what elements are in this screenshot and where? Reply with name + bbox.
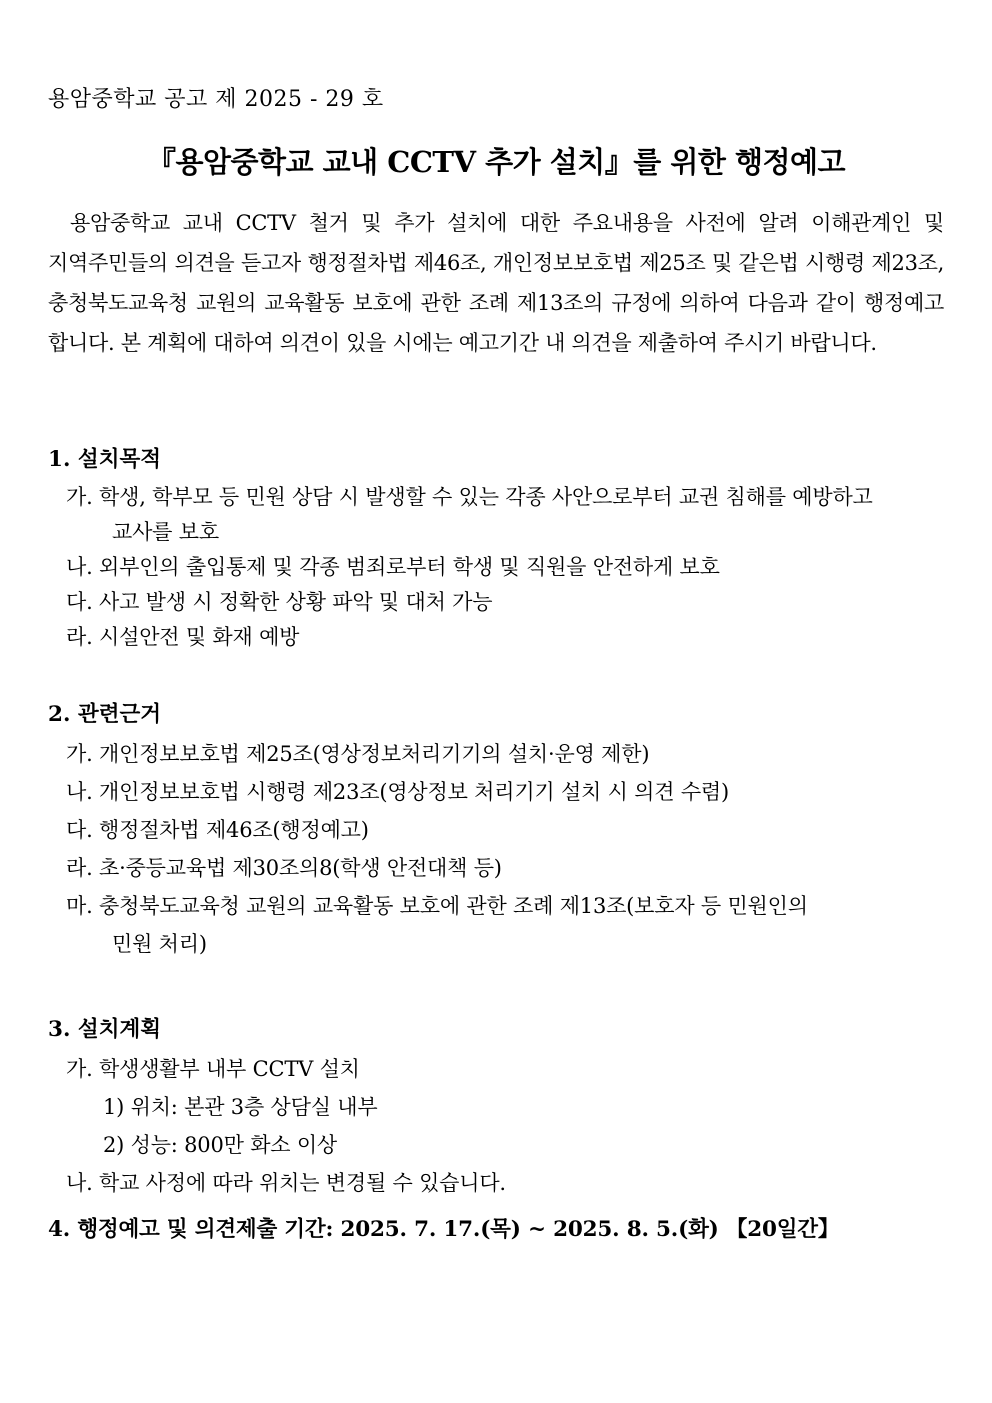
list-item: 가. 학생, 학부모 등 민원 상담 시 발생할 수 있는 각종 사안으로부터 교권 침해를 예방하고	[66, 485, 873, 509]
list-item: 나. 학교 사정에 따라 위치는 변경될 수 있습니다.	[66, 1171, 506, 1195]
list-item: 나. 외부인의 출입통제 및 각종 범죄로부터 학생 및 직원을 안전하게 보호	[66, 555, 720, 579]
section-basis	[48, 695, 948, 963]
list-item: 다. 행정절차법 제46조(행정예고)	[66, 818, 369, 842]
list-item: 라. 초·중등교육법 제30조의8(학생 안전대책 등)	[66, 856, 502, 880]
intro-paragraph: 용암중학교 교내 CCTV 철거 및 추가 설치에 대한 주요내용을 사전에 알려 이해관계인 및 지역주민들의 의견을 듣고자 행정절차법 제46조, 개인정보보호법 제25조 및 같은법 시행령 제23조, 충청북도교육청 교원의 교육활동 보호에 관한 조례 제13조의 규정에 의하여 다음과 같이 행정예고 합니다. 본 계획에 대하여 의견이 있을 시에는 예고기간 내 의견을 제출하여 주시기 바랍니다.	[48, 211, 944, 355]
list-item: 다. 사고 발생 시 정확한 상황 파악 및 대처 가능	[66, 590, 493, 614]
notice-number: 용암중학교 공고 제 2025 - 29 호	[48, 87, 384, 112]
section-title: 1. 설치목적	[48, 447, 162, 472]
list-item: 마. 충청북도교육청 교원의 교육활동 보호에 관한 조례 제13조(보호자 등 민원인의	[66, 894, 808, 918]
document-title: 『용암중학교 교내 CCTV 추가 설치』를 위한 행정예고	[146, 145, 846, 179]
list-item-continuation: 민원 처리)	[112, 932, 207, 956]
section-purpose	[48, 440, 948, 655]
sub-list-item: 2) 성능: 800만 화소 이상	[103, 1133, 338, 1157]
sub-list-item: 1) 위치: 본관 3층 상담실 내부	[103, 1095, 378, 1119]
section-plan	[48, 1010, 948, 1202]
section-title: 3. 설치계획	[48, 1017, 162, 1042]
list-item: 나. 개인정보보호법 시행령 제23조(영상정보 처리기기 설치 시 의견 수렴)	[66, 780, 729, 804]
section-title: 2. 관련근거	[48, 702, 162, 727]
list-item: 라. 시설안전 및 화재 예방	[66, 625, 300, 649]
list-item-continuation: 교사를 보호	[112, 520, 219, 544]
list-item: 가. 개인정보보호법 제25조(영상정보처리기기의 설치·운영 제한)	[66, 742, 650, 766]
section-period: 4. 행정예고 및 의견제출 기간: 2025. 7. 17.(목) ~ 2025. 8. 5.(화) 【20일간】	[48, 1217, 840, 1242]
list-item: 가. 학생생활부 내부 CCTV 설치	[66, 1057, 360, 1081]
